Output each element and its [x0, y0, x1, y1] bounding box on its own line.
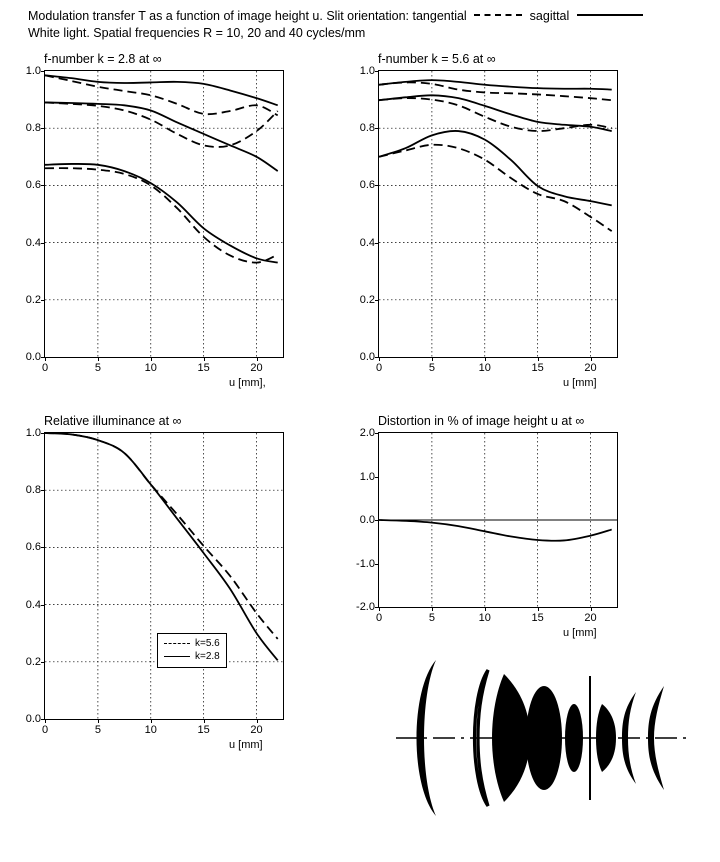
- mtf28-ytick-mark: [41, 243, 45, 244]
- illum-ytick-mark: [41, 662, 45, 663]
- illum-ytick-mark: [41, 433, 45, 434]
- mtf28-ytick-mark: [41, 300, 45, 301]
- mtf28-xtick-label: 15: [197, 362, 210, 374]
- illum-ytick-label: 0.2: [25, 655, 41, 668]
- mtf56-ytick-mark: [375, 185, 379, 186]
- illum-series-1: [45, 433, 278, 639]
- mtf28-ytick-label: 0.0: [25, 351, 41, 363]
- mtf56-xtick-label: 0: [375, 362, 383, 374]
- lens-cross-section-diagram: [392, 648, 692, 828]
- mtf28-xtick-label: 0: [41, 362, 49, 374]
- illum-ytick-mark: [41, 605, 45, 606]
- dist-ytick-mark: [375, 564, 379, 565]
- mtf28-series-2: [45, 102, 278, 171]
- mtf28-xtick-mark: [257, 357, 258, 361]
- mtf56-xtick-mark: [591, 357, 592, 361]
- mtf28-ytick-label: 0.8: [25, 122, 41, 135]
- illuminance-legend: [157, 633, 227, 668]
- dist-ytick-label: -1.0: [356, 557, 375, 570]
- mtf28-ytick-mark: [41, 71, 45, 72]
- plot-distortion: [356, 427, 618, 639]
- mtf56-xtick-label: 15: [531, 362, 544, 374]
- dist-ytick-label: -2.0: [356, 601, 375, 613]
- mtf28-xtick-label: 20: [250, 362, 263, 374]
- dist-xtick-label: 5: [428, 612, 435, 624]
- panel-distortion: [356, 414, 618, 639]
- mtf56-series-0: [379, 80, 612, 89]
- dashed-line-icon: [164, 643, 190, 644]
- mtf56-xtick-mark: [485, 357, 486, 361]
- mtf56-canvas: [379, 71, 617, 357]
- illum-ytick-label: 0.4: [25, 598, 41, 611]
- illum-xtick-mark: [204, 719, 205, 723]
- mtf56-series-5: [379, 145, 612, 231]
- mtf56-ytick-mark: [375, 71, 379, 72]
- mtf28-series-0: [45, 75, 278, 105]
- panel-mtf-k28-title: f-number k = 2.8 at ∞: [44, 52, 162, 66]
- mtf56-ytick-label: 0.2: [359, 293, 375, 306]
- illum-xtick-label: 10: [144, 724, 157, 736]
- mtf56-ytick-mark: [375, 128, 379, 129]
- dist-ytick-mark: [375, 520, 379, 521]
- illum-ytick-label: 0.8: [25, 484, 41, 497]
- mtf28-ytick-label: 0.6: [25, 179, 41, 192]
- mtf56-ytick-mark: [375, 300, 379, 301]
- illum-ytick-mark: [41, 547, 45, 548]
- mtf28-ytick-mark: [41, 185, 45, 186]
- mtf28-xtick-label: 5: [94, 362, 101, 374]
- dist-xtick-label: 15: [531, 612, 544, 624]
- dist-ytick-label: 0.0: [359, 514, 375, 526]
- mtf56-ytick-label: 0.0: [359, 351, 375, 363]
- mtf28-xtick-mark: [98, 357, 99, 361]
- mtf56-ytick-label: 0.8: [359, 122, 375, 135]
- illum-xtick-mark: [257, 719, 258, 723]
- dist-series-0: [379, 520, 612, 541]
- mtf28-canvas: [45, 71, 283, 357]
- illum-ytick-label: 0.6: [25, 541, 41, 554]
- mtf28-series-4: [45, 164, 278, 263]
- mtf56-series-3: [379, 98, 612, 131]
- panel-illuminance: [25, 414, 284, 751]
- dist-ytick-label: 1.0: [359, 470, 375, 483]
- panel-mtf-k28: [25, 52, 284, 389]
- panel-distortion-title: Distortion in % of image height u at ∞: [378, 414, 585, 428]
- dist-xtick-mark: [432, 607, 433, 611]
- mtf56-ytick-mark: [375, 243, 379, 244]
- mtf28-ytick-label: 1.0: [25, 65, 41, 77]
- mtf28-series-3: [45, 102, 278, 147]
- mtf56-xtick-label: 10: [478, 362, 491, 374]
- mtf56-xtick-mark: [379, 357, 380, 361]
- mtf28-ytick-label: 0.4: [25, 236, 41, 249]
- mtf28-xtick-mark: [204, 357, 205, 361]
- dist-xtick-label: 0: [375, 612, 383, 624]
- legend-label-k28: k=2.8: [195, 651, 220, 662]
- mtf28-xaxis-label: u [mm],: [229, 377, 266, 389]
- panel-mtf-k56-title: f-number k = 5.6 at ∞: [378, 52, 496, 66]
- dist-ytick-label: 2.0: [359, 427, 375, 439]
- mtf28-xtick-mark: [45, 357, 46, 361]
- mtf56-xtick-mark: [538, 357, 539, 361]
- legend-row-k56: [164, 637, 220, 650]
- caption-sagittal-text: sagittal: [529, 9, 570, 23]
- mtf28-ytick-mark: [41, 128, 45, 129]
- illum-series-0: [45, 433, 278, 660]
- mtf28-xtick-label: 10: [144, 362, 157, 374]
- figure-caption: [28, 8, 708, 42]
- illum-canvas: [45, 433, 283, 719]
- plot-illuminance: [25, 427, 284, 751]
- illum-ytick-label: 1.0: [25, 427, 41, 439]
- caption-line-2: White light. Spatial frequencies R = 10, 20 and 40 cycles/mm: [28, 26, 366, 40]
- mtf28-series-5: [45, 168, 278, 262]
- mtf56-xtick-label: 20: [584, 362, 597, 374]
- illum-xtick-label: 15: [197, 724, 210, 736]
- illum-xtick-label: 0: [41, 724, 49, 736]
- panel-illuminance-title: Relative illuminance at ∞: [44, 414, 182, 428]
- mtf28-ytick-label: 0.2: [25, 293, 41, 306]
- dist-xaxis-label: u [mm]: [563, 627, 597, 639]
- illum-xtick-label: 20: [250, 724, 263, 736]
- plot-mtf-k56: [359, 65, 618, 389]
- illum-xtick-mark: [98, 719, 99, 723]
- solid-line-icon: [164, 656, 190, 657]
- mtf56-ytick-label: 1.0: [359, 65, 375, 77]
- illum-ytick-mark: [41, 490, 45, 491]
- tangential-line-sample: [474, 14, 522, 16]
- mtf56-xaxis-label: u [mm]: [563, 377, 597, 389]
- mtf56-xtick-mark: [432, 357, 433, 361]
- illum-xaxis-label: u [mm]: [229, 739, 263, 751]
- dist-xtick-label: 20: [584, 612, 597, 624]
- legend-label-k56: k=5.6: [195, 638, 220, 649]
- dist-canvas: [379, 433, 617, 607]
- caption-line-1-text: Modulation transfer T as a function of image height u. Slit orientation: tangential: [28, 9, 467, 23]
- illum-xtick-label: 5: [94, 724, 101, 736]
- mtf56-series-4: [379, 131, 612, 205]
- dist-ytick-mark: [375, 433, 379, 434]
- dist-xtick-label: 10: [478, 612, 491, 624]
- sagittal-line-sample: [577, 14, 643, 16]
- panel-mtf-k56: [359, 52, 618, 389]
- mtf56-ytick-label: 0.6: [359, 179, 375, 192]
- dist-xtick-mark: [538, 607, 539, 611]
- legend-row-k28: [164, 650, 220, 663]
- dist-xtick-mark: [485, 607, 486, 611]
- mtf56-xtick-label: 5: [428, 362, 435, 374]
- illum-ytick-label: 0.0: [25, 713, 41, 725]
- plot-mtf-k28: [25, 65, 284, 389]
- dist-xtick-mark: [379, 607, 380, 611]
- illum-xtick-mark: [151, 719, 152, 723]
- dist-ytick-mark: [375, 477, 379, 478]
- illum-xtick-mark: [45, 719, 46, 723]
- caption-line-1: [28, 8, 708, 25]
- mtf28-xtick-mark: [151, 357, 152, 361]
- dist-xtick-mark: [591, 607, 592, 611]
- mtf56-ytick-label: 0.4: [359, 236, 375, 249]
